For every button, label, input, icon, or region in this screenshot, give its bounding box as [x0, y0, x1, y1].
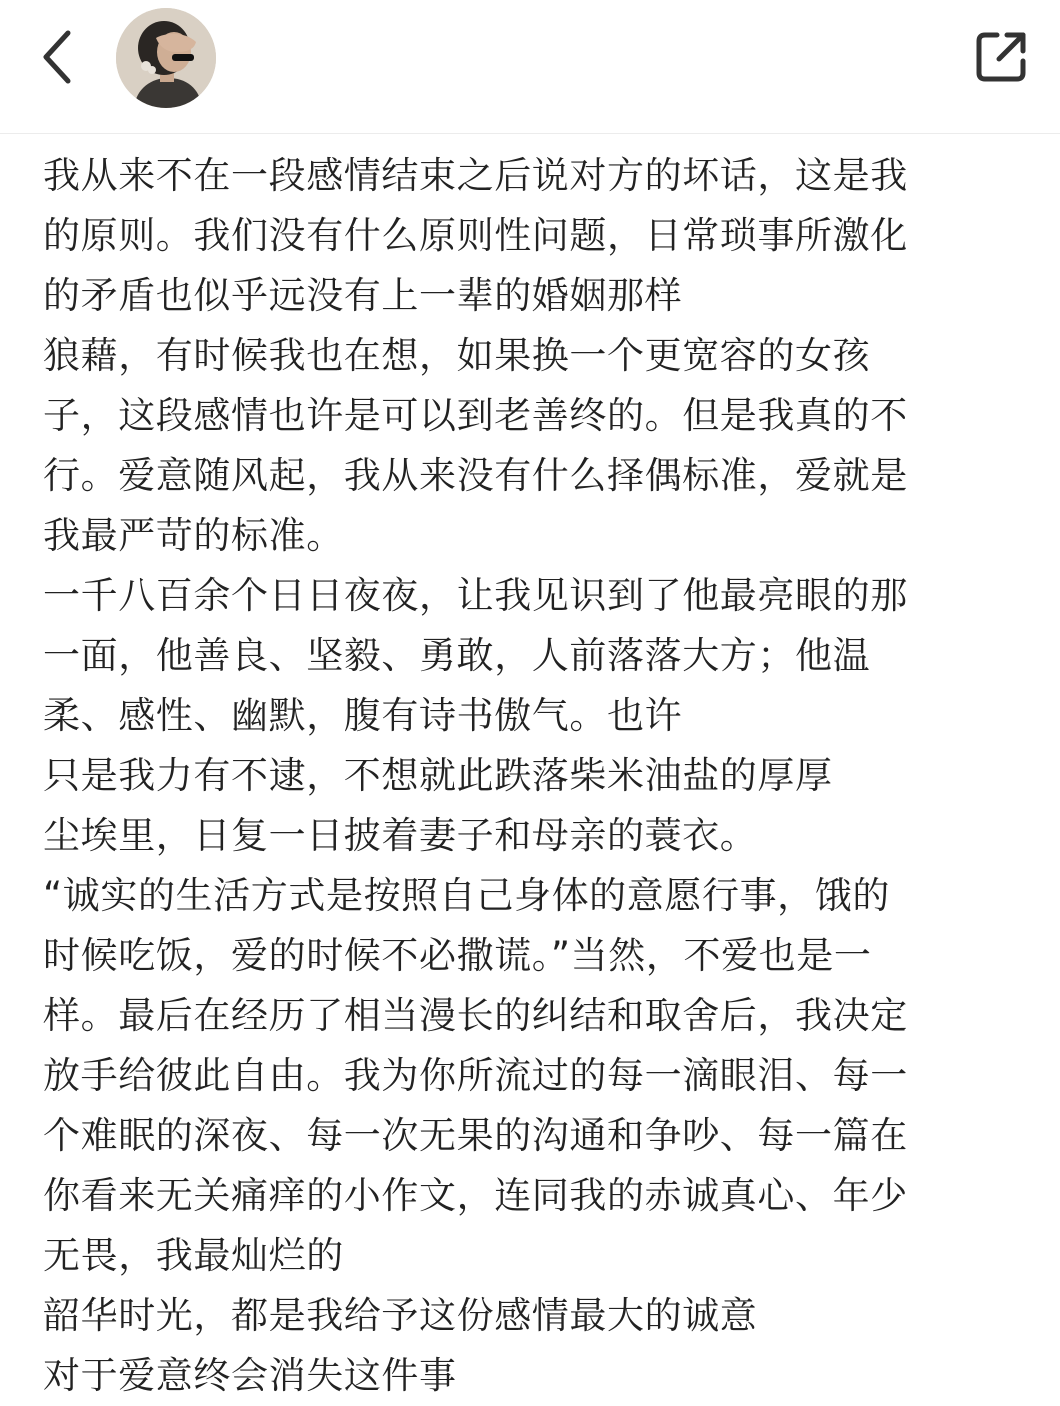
post-text-line: 行。爱意随风起，我从来没有什么择偶标准，爱就是 [43, 454, 908, 497]
post-text-line: 我最严苛的标准。 [43, 514, 344, 557]
post-text-line: 时候吃饭，爱的时候不必撒谎。”当然，不爱也是一 [43, 934, 872, 977]
share-external-icon [973, 29, 1029, 85]
post-text-line: 韶华时光，都是我给予这份感情最大的诚意 [43, 1294, 758, 1337]
share-button[interactable] [968, 24, 1034, 90]
post-text-line: “诚实的生活方式是按照自己身体的意愿行事，饿的 [43, 874, 890, 917]
post-text-line: 一千八百余个日日夜夜，让我见识到了他最亮眼的那 [43, 574, 908, 617]
post-text-line: 放手给彼此自由。我为你所流过的每一滴眼泪、每一 [43, 1054, 908, 1097]
top-bar [0, 0, 1060, 134]
chevron-left-icon [38, 29, 78, 85]
post-text-line: 样。最后在经历了相当漫长的纠结和取舍后，我决定 [43, 994, 908, 1037]
post-text-line: 狼藉，有时候我也在想，如果换一个更宽容的女孩 [43, 334, 871, 377]
post-text-line: 的矛盾也似乎远没有上一辈的婚姻那样 [43, 274, 683, 317]
back-button[interactable] [28, 22, 88, 92]
post-text-line: 尘埃里，日复一日披着妻子和母亲的蓑衣。 [43, 814, 758, 857]
post-text-line: 子，这段感情也许是可以到老善终的。但是我真的不 [43, 394, 908, 437]
post-text-line: 个难眠的深夜、每一次无果的沟通和争吵、每一篇在 [43, 1114, 908, 1157]
avatar[interactable] [116, 8, 216, 108]
post-text-line: 对于爱意终会消失这件事 [43, 1354, 457, 1397]
post-text-line: 柔、感性、幽默，腹有诗书傲气。也许 [43, 694, 683, 737]
post-text-line: 只是我力有不逮，不想就此跌落柴米油盐的厚厚 [43, 754, 833, 797]
post-text-line: 你看来无关痛痒的小作文，连同我的赤诚真心、年少 [43, 1174, 908, 1217]
post-text-line: 一面，他善良、坚毅、勇敢，人前落落大方；他温 [43, 634, 871, 677]
post-text-line: 无畏，我最灿烂的 [43, 1234, 344, 1277]
post-text-line: 的原则。我们没有什么原则性问题，日常琐事所激化 [43, 214, 908, 257]
post-body [43, 146, 1033, 1406]
user-avatar-photo [116, 8, 216, 108]
post-text-line: 我从来不在一段感情结束之后说对方的坏话，这是我 [43, 154, 908, 197]
